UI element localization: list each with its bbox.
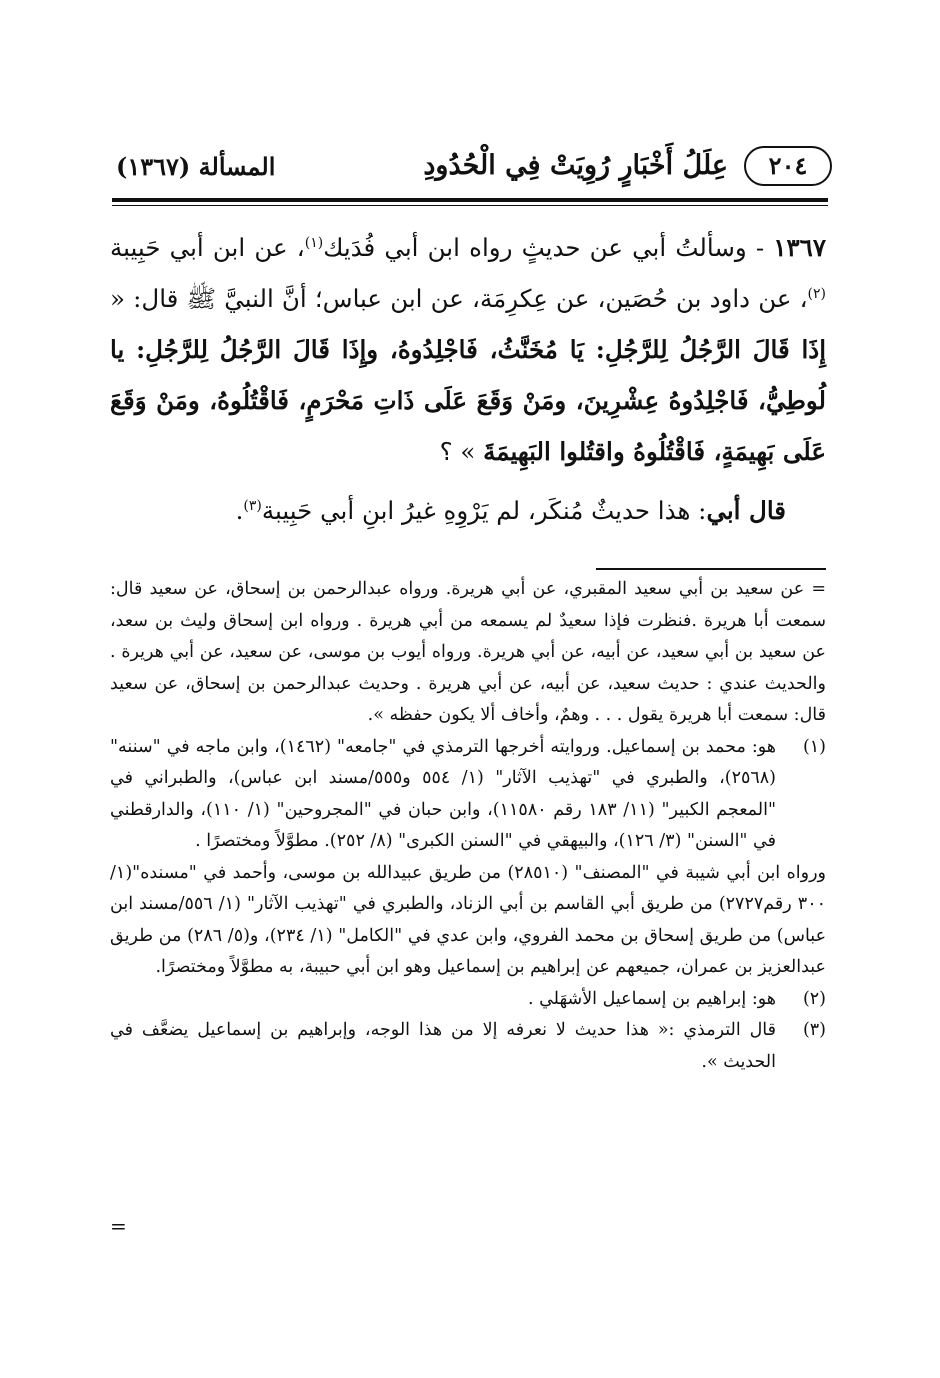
footnote-text-3: قال الترمذي :« هذا حديث لا نعرفه إلا من هذا الوجه، وإبراهيم بن إسماعيل يضعَّف في الحديث ». <box>110 1020 777 1072</box>
footnote-label-2: (٢) <box>802 988 826 1009</box>
hadith-close: » ؟ <box>439 437 484 466</box>
footnote-1-continued: ورواه ابن أبي شيبة في "المصنف" (٢٨٥١٠) من طريق عبيدالله بن موسى، وأحمد في "مسنده"(١/ ٣٠٠ رقم٢٧٢٧) من طريق أبي القاسم بن أبي الزناد، والطبري في "تهذيب الآثار" (١/ ٥٥٦/مسند ابن عباس) من طريق إسحاق بن محمد الفروي، وابن عدي في "الكامل" (١/ ٢٣٤)، و(٥/ ٢٨٦) من طريق عبدالعزيز بن عمران، جميعهم عن إبراهيم بن إسماعيل وهو ابن أبي حبيبة، به مطوَّلاً ومختصرًا. <box>110 862 827 977</box>
answer-lead: قال أبي <box>706 496 786 525</box>
answer-paragraph <box>110 485 826 536</box>
footnote-2 <box>110 984 826 1016</box>
footnote-ref-2: (٢) <box>807 285 826 302</box>
footnotes <box>110 574 826 1078</box>
footnote-1 <box>110 732 826 858</box>
book-title: عِلَلُ أَخْبَارٍ رُوِيَتْ فِي الْحُدُودِ <box>423 150 728 181</box>
isnad-part-2: ، عن داود بن حُصَين، عن عِكرِمَة، عن ابن عباس؛ أنَّ النبيَّ ﷺ قال: « <box>110 284 808 313</box>
footnote-label-3: (٣) <box>802 1020 826 1040</box>
answer-end: . <box>235 496 244 525</box>
isnad-part-1: ، عن ابن أبي حَبِيبة <box>110 233 305 262</box>
issue-label: المسألة (١٣٦٧) <box>116 152 276 181</box>
header-rule-thin <box>112 205 828 206</box>
footnote-continuation: = عن سعيد بن أبي سعيد المقبري، عن أبي هريرة. ورواه عبدالرحمن بن إسحاق، عن سعيد قال: سمعت أبا هريرة .فنظرت فإذا سعيدٌ لم يسمعه من أبي هريرة . ورواه ابن إسحاق وليث بن سعد، عن سعيد بن أبي سعيد، عن أبيه، عن أبي هريرة. ورواه أيوب بن موسى، عن سعيد، عن أبي هريرة . والحديث عندي : حديث سعيد، عن أبيه، عن أبي هريرة . وحديث عبدالرحمن بن إسحاق، عن سعيد قال: سمعت أبا هريرة يقول . . . وهمٌ، وأخاف ألا يكون حفظه ». <box>110 579 826 725</box>
footnote-ref-3: (٣) <box>243 497 262 514</box>
page-header <box>112 146 832 192</box>
continuation-mark: = <box>110 1214 127 1238</box>
header-rule-thick <box>112 198 828 202</box>
footnote-ref-1: (١) <box>304 234 324 251</box>
footnote-text-1: هو: محمد بن إسماعيل. وروايته أخرجها الترمذي في "جامعه" (١٤٦٢)، وابن ماجه في "سننه" (٢٥٦٨)، والطبري في "تهذيب الآثار" (١/ ٥٥٤ و٥٥٥/مسند ابن عباس)، والطبراني في "المعجم الكبير" (١١/ ١٨٣ رقم ١١٥٨٠)، وابن حبان في "المجروحين" (١/ ١١٠)، والدارقطني في "السنن" (٣/ ١٢٦)، والبيهقي في "السنن الكبرى" (٨/ ٢٥٢). مطوَّلاً ومختصرًا . <box>110 736 777 851</box>
issue-number: ١٣٦٧ <box>773 233 826 262</box>
footnote-text-2: هو: إبراهيم بن إسماعيل الأشهَلي . <box>527 988 776 1009</box>
answer-text: : هذا حديثٌ مُنكَر، لم يَرْوِهِ غيرُ ابنِ أبي حَبِيبة <box>261 496 707 525</box>
question-intro: - وسألتُ أبي عن حديثٍ رواه ابن أبي فُدَيك <box>323 233 774 262</box>
footnote-separator <box>596 568 826 570</box>
hadith-text: إِذَا قَالَ الرَّجُلُ لِلرَّجُلِ: يَا مُخَنَّثُ، فَاجْلِدُوهُ، وإِذَا قَالَ الرَّجُلُ لِلرَّجُلِ: يا لُوطِيُّ، فَاجْلِدُوهُ عِشْرِينَ، ومَنْ وَقَعَ عَلَى ذَاتِ مَحْرَمٍ، فَاقْتُلُوهُ، ومَنْ وَقَعَ عَلَى بَهِيمَةٍ، فَاقْتُلُوهُ واقتُلوا البَهِيمَةَ <box>110 335 826 466</box>
question-paragraph <box>110 222 826 477</box>
footnote-label-1: (١) <box>802 736 826 757</box>
main-text <box>110 222 826 536</box>
footnote-3 <box>110 1015 826 1078</box>
page-number: ٢٠٤ <box>744 146 832 186</box>
